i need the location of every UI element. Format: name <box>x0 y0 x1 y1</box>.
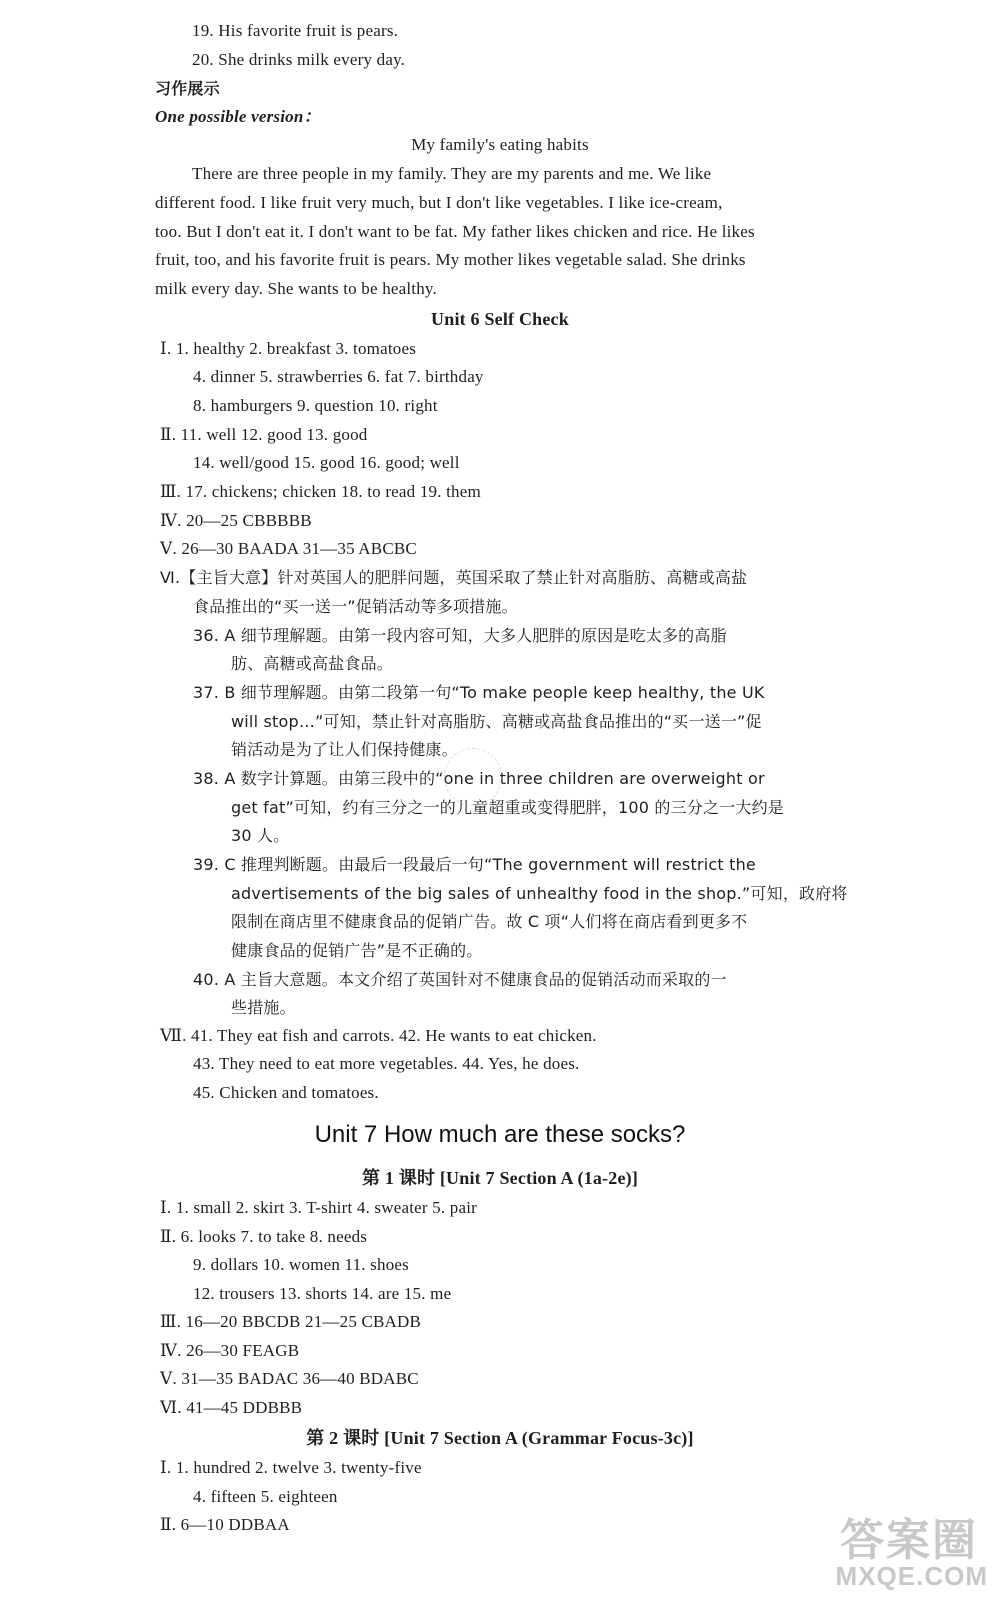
answer-line: Ⅱ. 6—10 DDBAA <box>160 1515 290 1534</box>
explanation-line: 39. C 推理判断题。由最后一段最后一句“The government will restrict the <box>193 855 756 874</box>
answer-line: Ⅲ. 16—20 BBCDB 21—25 CBADB <box>160 1312 422 1331</box>
essay-title: My family's eating habits <box>411 135 589 154</box>
essay-line: There are three people in my family. They are my parents and me. We like <box>192 164 712 183</box>
essay-line: too. But I don't eat it. I don't want to be fat. My father likes chicken and rice. He likes <box>155 222 755 241</box>
answer-line: 4. dinner 5. strawberries 6. fat 7. birthday <box>193 367 484 386</box>
answer-line: 14. well/good 15. good 16. good; well <box>193 453 460 472</box>
explanation-line: 些措施。 <box>231 998 296 1017</box>
answer-line: 20. She drinks milk every day. <box>192 50 406 69</box>
unit7-title: Unit 7 How much are these socks? <box>314 1121 686 1148</box>
section-heading-writing: 习作展示 <box>155 79 220 98</box>
unit6-heading: Unit 6 Self Check <box>431 309 569 329</box>
explanation-line: 37. B 细节理解题。由第二段第一句“To make people keep healthy, the UK <box>193 683 765 702</box>
answer-line: Ⅰ. 1. small 2. skirt 3. T-shirt 4. sweater 5. pair <box>160 1198 478 1217</box>
answer-line: Ⅱ. 11. well 12. good 13. good <box>160 425 368 444</box>
answer-line: 4. fifteen 5. eighteen <box>193 1487 338 1506</box>
essay-line: different food. I like fruit very much, but I don't like vegetables. I like ice-cream, <box>155 193 723 212</box>
explanation-line: advertisements of the big sales of unhealthy food in the shop.”可知，政府将 <box>231 884 848 903</box>
watermark-url: MXQE.COM <box>835 1561 988 1591</box>
main-idea-line: 食品推出的“买一送一”促销活动等多项措施。 <box>193 597 518 616</box>
answer-line: 8. hamburgers 9. question 10. right <box>193 396 438 415</box>
answer-line: Ⅱ. 6. looks 7. to take 8. needs <box>160 1227 368 1246</box>
explanation-line: 36. A 细节理解题。由第一段内容可知，大多人肥胖的原因是吃太多的高脂 <box>193 626 727 645</box>
answer-line: 19. His favorite fruit is pears. <box>192 21 399 40</box>
explanation-line: will stop…”可知，禁止针对高脂肪、高糖或高盐食品推出的“买一送一”促 <box>231 712 762 731</box>
explanation-line: 限制在商店里不健康食品的促销广告。故 C 项“人们将在商店看到更多不 <box>231 912 748 931</box>
answer-line: 45. Chicken and tomatoes. <box>193 1083 379 1102</box>
explanation-line: get fat”可知，约有三分之一的儿童超重或变得肥胖，100 的三分之一大约是 <box>231 798 784 817</box>
answer-line: Ⅴ. 26—30 BAADA 31—35 ABCBC <box>160 539 417 558</box>
essay-line: milk every day. She wants to be healthy. <box>155 279 437 298</box>
lesson2-heading: 第 2 课时 [Unit 7 Section A (Grammar Focus-3c)] <box>306 1428 694 1448</box>
answer-line: 43. They need to eat more vegetables. 44. Yes, he does. <box>193 1054 580 1073</box>
explanation-line: 销活动是为了让人们保持健康。 <box>231 740 458 759</box>
answer-line: Ⅶ. 41. They eat fish and carrots. 42. He wants to eat chicken. <box>160 1026 597 1045</box>
answer-line: Ⅰ. 1. healthy 2. breakfast 3. tomatoes <box>160 339 417 358</box>
answer-line: Ⅳ. 26—30 FEAGB <box>160 1341 300 1360</box>
watermark-logo-text: 答案圈 <box>840 1516 978 1565</box>
answer-line: 12. trousers 13. shorts 14. are 15. me <box>193 1284 452 1303</box>
answer-line: Ⅵ. 41—45 DDBBB <box>160 1398 303 1417</box>
possible-version-label: One possible version： <box>155 107 321 126</box>
explanation-line: 肪、高糖或高盐食品。 <box>231 654 394 673</box>
answer-line: 9. dollars 10. women 11. shoes <box>193 1255 409 1274</box>
explanation-line: 30 人。 <box>231 826 290 845</box>
answer-line: Ⅰ. 1. hundred 2. twelve 3. twenty-five <box>160 1458 422 1477</box>
main-idea-line: Ⅵ.【主旨大意】针对英国人的肥胖问题，英国采取了禁止针对高脂肪、高糖或高盐 <box>160 568 748 587</box>
answer-line: Ⅲ. 17. chickens; chicken 18. to read 19. them <box>160 482 481 501</box>
site-watermark <box>812 1502 992 1594</box>
essay-line: fruit, too, and his favorite fruit is pears. My mother likes vegetable salad. She drinks <box>155 250 746 269</box>
answer-line: Ⅴ. 31—35 BADAC 36—40 BDABC <box>160 1369 419 1388</box>
explanation-line: 38. A 数字计算题。由第三段中的“one in three children are overweight or <box>193 769 765 788</box>
faint-stamp-mark <box>444 748 502 806</box>
lesson1-heading: 第 1 课时 [Unit 7 Section A (1a-2e)] <box>361 1168 639 1188</box>
answer-line: Ⅳ. 20—25 CBBBBB <box>160 511 312 530</box>
explanation-line: 健康食品的促销广告”是不正确的。 <box>231 941 483 960</box>
explanation-line: 40. A 主旨大意题。本文介绍了英国针对不健康食品的促销活动而采取的一 <box>193 970 727 989</box>
